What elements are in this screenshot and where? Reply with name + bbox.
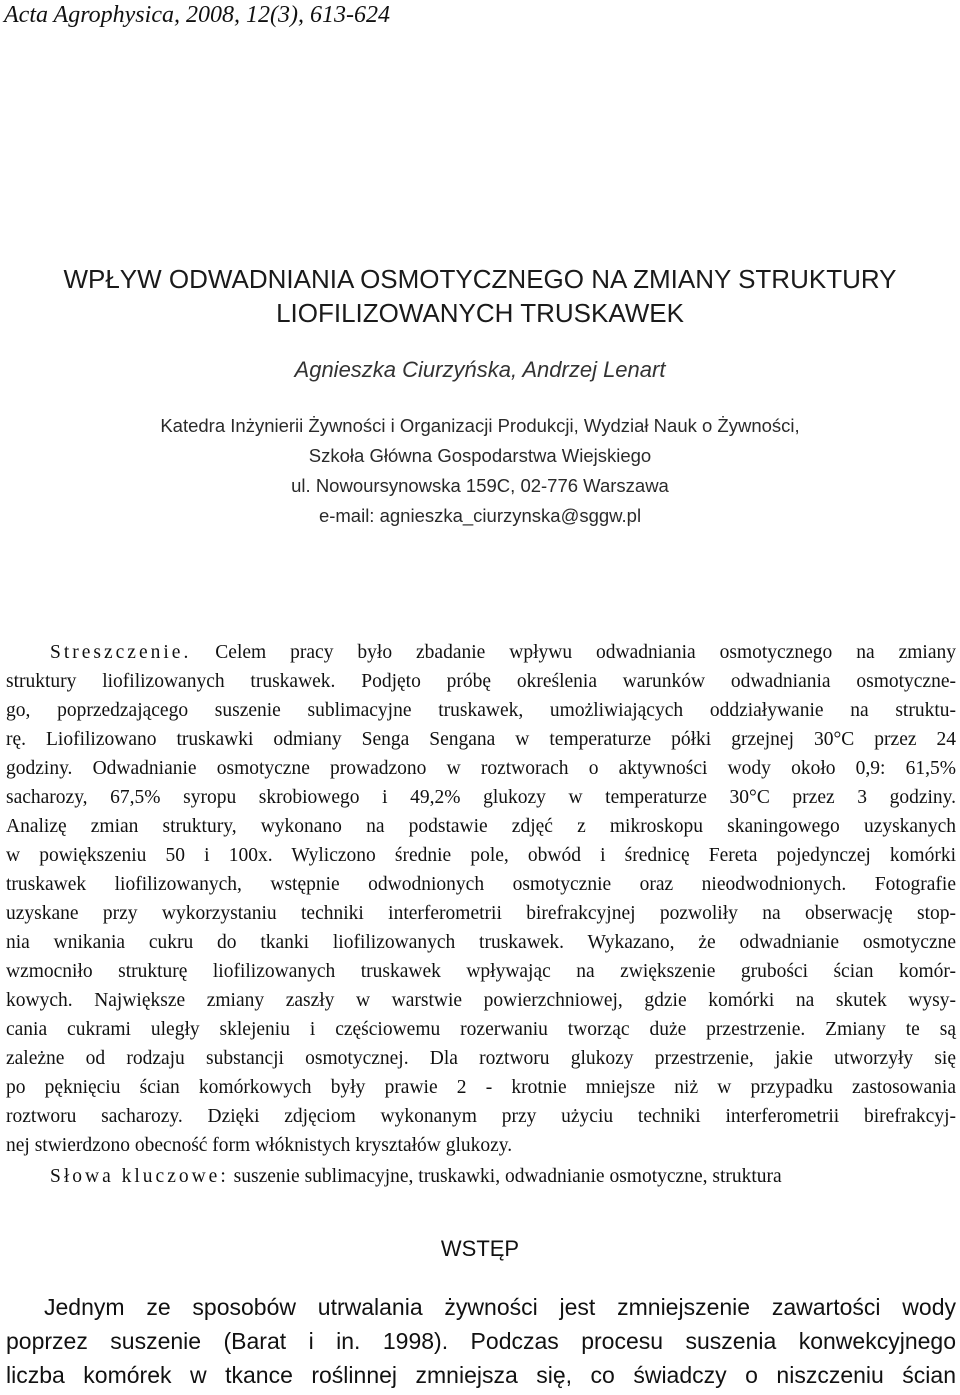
- email-address: e-mail: agnieszka_ciurzynska@sggw.pl: [318, 505, 642, 526]
- body-line: Jednym ze sposobów utrwalania żywności jest zmniejszenie zawartości wody: [44, 1294, 956, 1320]
- authors: Agnieszka Ciurzyńska, Andrzej Lenart: [294, 357, 666, 382]
- section-heading: WSTĘP: [440, 1236, 520, 1261]
- abstract-text: Celem pracy było zbadanie wpływu odwadniania osmotycznego na zmiany: [191, 642, 956, 663]
- abstract-line: godziny. Odwadnianie osmotyczne prowadzono w roztworach o aktywności wody około 0,9: 61,5%: [6, 758, 956, 779]
- affiliation-line-1: Katedra Inżynierii Żywności i Organizacji Produkcji, Wydział Nauk o Żywności,: [160, 415, 800, 436]
- affiliation: [0, 411, 960, 531]
- abstract-line: w powiększeniu 50 i 100x. Wyliczono średnie pole, obwód i średnicę Fereta pojedynczej komórki: [6, 845, 956, 866]
- abstract-line: cania cukrami uległy sklejeniu i częściowemu rozerwaniu tworząc duże przestrzenie. Zmiany te są: [6, 1019, 956, 1040]
- running-head: Acta Agrophysica, 2008, 12(3), 613-624: [4, 2, 390, 28]
- abstract-line: nej stwierdzono obecność form włóknistych kryształów glukozy.: [6, 1135, 513, 1156]
- abstract-line: sacharozy, 67,5% syropu skrobiowego i 49,2% glukozy w temperaturze 30°C przez 3 godziny.: [6, 787, 956, 808]
- abstract-line: nia wnikania cukru do tkanki liofilizowanych truskawek. Wykazano, że odwadnianie osmotyczne: [6, 932, 956, 953]
- abstract-line: zależne od rodzaju substancji osmotycznej. Dla roztworu glukozy przestrzenie, jakie utworzyły się: [6, 1048, 956, 1069]
- abstract-line: go, poprzedzającego suszenie sublimacyjne truskawek, umożliwiających oddziaływanie na struktu-: [6, 700, 956, 721]
- abstract-line: [6, 638, 956, 667]
- keywords-text: suszenie sublimacyjne, truskawki, odwadnianie osmotyczne, struktura: [228, 1166, 782, 1187]
- article-title: [0, 262, 960, 330]
- section-body: [6, 1290, 956, 1392]
- body-line: liczba komórek w tkance roślinnej zmniejsza się, co świadczy o niszczeniu ścian: [6, 1362, 956, 1388]
- body-line: poprzez suszenie (Barat i in. 1998). Podczas procesu suszenia konwekcyjnego: [6, 1328, 956, 1354]
- abstract-line: Analizę zmian struktury, wykonano na podstawie zdjęć z mikroskopu skaningowego uzyskanych: [6, 816, 956, 837]
- abstract-line: truskawek liofilizowanych, wstępnie odwodnionych osmotycznie oraz nieodwodnionych. Fotografie: [6, 874, 956, 895]
- abstract: [6, 638, 956, 1160]
- abstract-line: roztworu sacharozy. Dzięki zdjęciom wykonanym przy użyciu techniki interferometrii birefrakcyj-: [6, 1106, 956, 1127]
- abstract-line: wzmocniło strukturę liofilizowanych truskawek wpływając na zwiększenie grubości ścian komór-: [6, 961, 956, 982]
- abstract-label: Streszczenie.: [50, 642, 192, 663]
- abstract-line: kowych. Największe zmiany zaszły w warstwie powierzchniowej, gdzie komórki na skutek wysy-: [6, 990, 956, 1011]
- abstract-line: struktury liofilizowanych truskawek. Podjęto próbę określenia warunków odwadniania osmotyczne-: [6, 671, 956, 692]
- title-line-1: WPŁYW ODWADNIANIA OSMOTYCZNEGO NA ZMIANY STRUKTURY: [63, 264, 897, 294]
- title-line-2: LIOFILIZOWANYCH TRUSKAWEK: [276, 298, 684, 328]
- affiliation-line-3: ul. Nowoursynowska 159C, 02-776 Warszawa: [291, 475, 669, 496]
- abstract-line: rę. Liofilizowano truskawki odmiany Senga Sengana w temperaturze półki grzejnej 30°C przez 24: [6, 729, 956, 750]
- abstract-line: uzyskane przy wykorzystaniu techniki interferometrii birefrakcyjnej pozwoliły na obserwację stop-: [6, 903, 956, 924]
- keywords-label: Słowa kluczowe:: [50, 1166, 229, 1187]
- keywords: [50, 1162, 956, 1191]
- affiliation-line-2: Szkoła Główna Gospodarstwa Wiejskiego: [308, 445, 652, 466]
- abstract-line: po pęknięciu ścian komórkowych były prawie 2 - krotnie mniejsze niż w przypadku zastosowania: [6, 1077, 956, 1098]
